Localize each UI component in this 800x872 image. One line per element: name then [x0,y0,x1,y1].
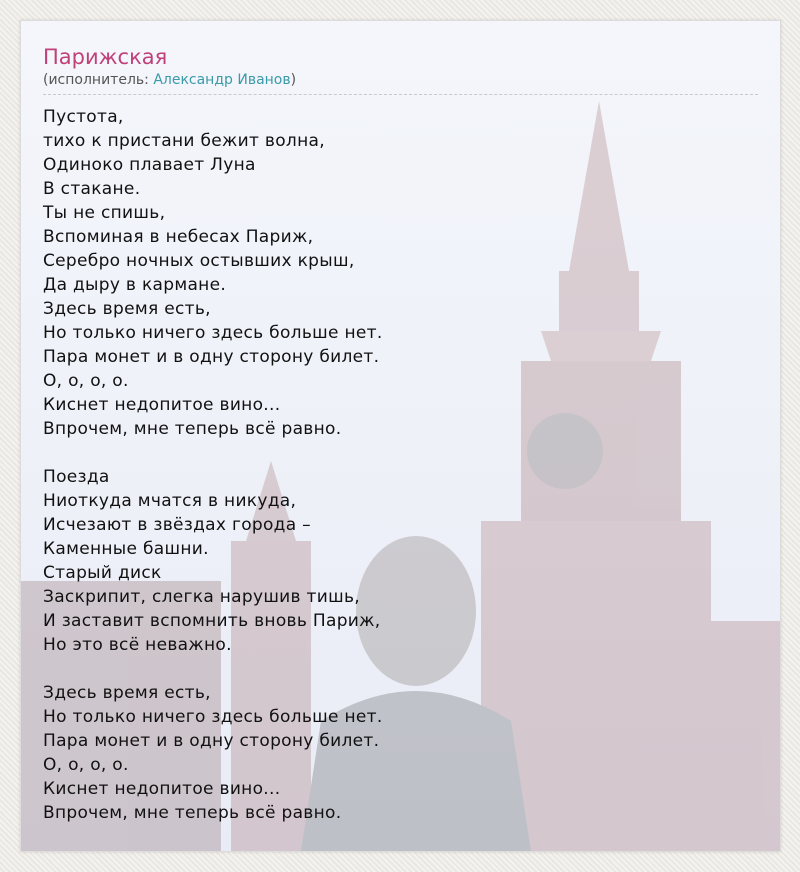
lyric-line: В стакане. [43,179,141,199]
lyric-line: Старый диск [43,563,162,583]
performer-line [43,71,758,89]
lyric-line: Пустота, [43,107,124,127]
lyrics-card [20,20,781,852]
lyric-line: Каменные башни. [43,539,209,559]
lyric-line: Пара монет и в одну сторону билет. [43,731,380,751]
lyric-line: О, о, о, о. [43,755,129,775]
lyric-line: Здесь время есть, [43,683,211,703]
lyric-line: Вспоминая в небесах Париж, [43,227,314,247]
lyric-line: И заставит вспомнить вновь Париж, [43,611,381,631]
lyric-line: Но только ничего здесь больше нет. [43,323,383,343]
lyric-line: Да дыру в кармане. [43,275,227,295]
lyric-line: Поезда [43,467,110,487]
title-divider [43,94,758,95]
performer-link[interactable]: Александр Иванов [153,72,291,88]
lyric-line: Но только ничего здесь больше нет. [43,707,383,727]
lyric-line: Здесь время есть, [43,299,211,319]
song-title: Парижская [43,45,168,69]
lyric-line: Киснет недопитое вино... [43,395,281,415]
lyric-line: Заскрипит, слегка нарушив тишь, [43,587,360,607]
lyrics-stanza [43,681,758,825]
performer-suffix: ) [290,72,297,88]
lyric-line: Пара монет и в одну сторону билет. [43,347,380,367]
lyric-line: Впрочем, мне теперь всё равно. [43,419,342,439]
lyrics-body [43,105,758,825]
lyrics-stanza [43,105,758,441]
lyric-line: О, о, о, о. [43,371,129,391]
lyric-line: Исчезают в звёздах города – [43,515,311,535]
lyric-line: Киснет недопитое вино... [43,779,281,799]
lyric-line: Одиноко плавает Луна [43,155,256,175]
lyric-line: Серебро ночных остывших крыш, [43,251,355,271]
lyrics-content [43,43,758,825]
lyric-line: тихо к пристани бежит волна, [43,131,325,151]
lyric-line: Ты не спишь, [43,203,166,223]
lyrics-stanza [43,465,758,657]
lyric-line: Впрочем, мне теперь всё равно. [43,803,342,823]
lyric-line: Но это всё неважно. [43,635,232,655]
performer-prefix: (исполнитель: [43,72,154,88]
lyric-line: Ниоткуда мчатся в никуда, [43,491,297,511]
